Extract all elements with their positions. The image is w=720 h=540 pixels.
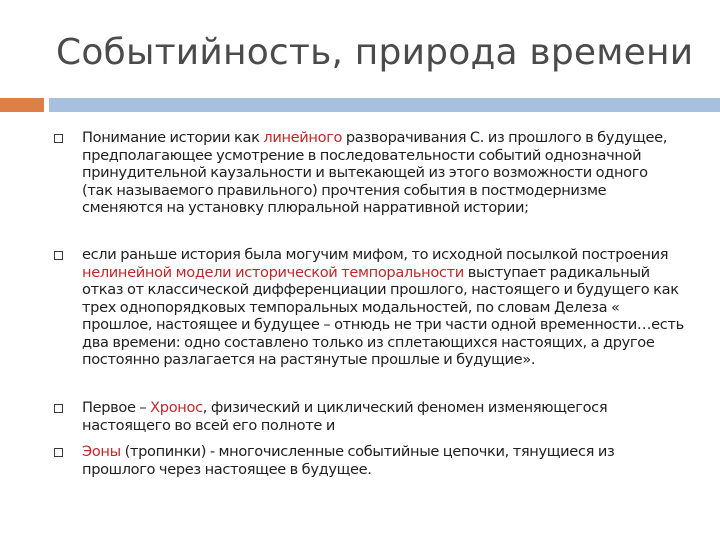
hollow-square-bullet-icon	[54, 448, 63, 457]
bullet-text	[82, 129, 677, 217]
bullet-highlight: Хронос	[150, 399, 203, 416]
bullet-text-before: Первое –	[82, 399, 151, 416]
bullet-highlight: Эоны	[82, 443, 121, 460]
bullet-text	[82, 443, 677, 478]
hollow-square-bullet-icon	[54, 251, 63, 260]
bullet-text-after: разворачивания С. из прошлого в будущее, предполагающее усмотрение в последовательности событий однозначной принудительной каузальности и вытекающей из этого возможности одного (так называемого правильного) прочтения события в постмодернизме сменяются на установку плюральной нарративной истории;	[82, 129, 668, 216]
bullet-text-after: , физический и циклический феномен изменяющегося настоящего во всей его полноте и	[82, 399, 608, 434]
accent-bar-blue	[49, 98, 720, 112]
hollow-square-bullet-icon	[54, 134, 63, 143]
accent-bar-orange	[0, 98, 44, 112]
slide-title: Событийность, природа времени	[56, 32, 694, 73]
bullet-text-after: выступает радикальный отказ от классической дифференциации прошлого, настоящего и будущего как трех однопорядковых темпоральных модальностей, по словам Делеза « прошлое, настоящее и будущее – отнюдь не три части одной временности…есть два времени: одно составлено только из сплетающихся настоящих, а другое постоянно разлагается на растянутые прошлые и будущие».	[82, 263, 684, 368]
bullet-text-before: если раньше история была могучим мифом, то исходной посылкой построения	[82, 246, 669, 263]
hollow-square-bullet-icon	[54, 404, 63, 413]
bullet-text-after: (тропинки) - многочисленные событийные цепочки, тянущиеся из прошлого через настоящее в будущее.	[82, 443, 615, 478]
bullet-highlight: линейного	[263, 129, 343, 146]
bullet-highlight: нелинейной модели исторической темпоральности	[82, 263, 464, 281]
bullet-text	[82, 399, 682, 434]
bullet-text	[82, 246, 687, 369]
bullet-text-before: Понимание истории как	[82, 129, 264, 146]
